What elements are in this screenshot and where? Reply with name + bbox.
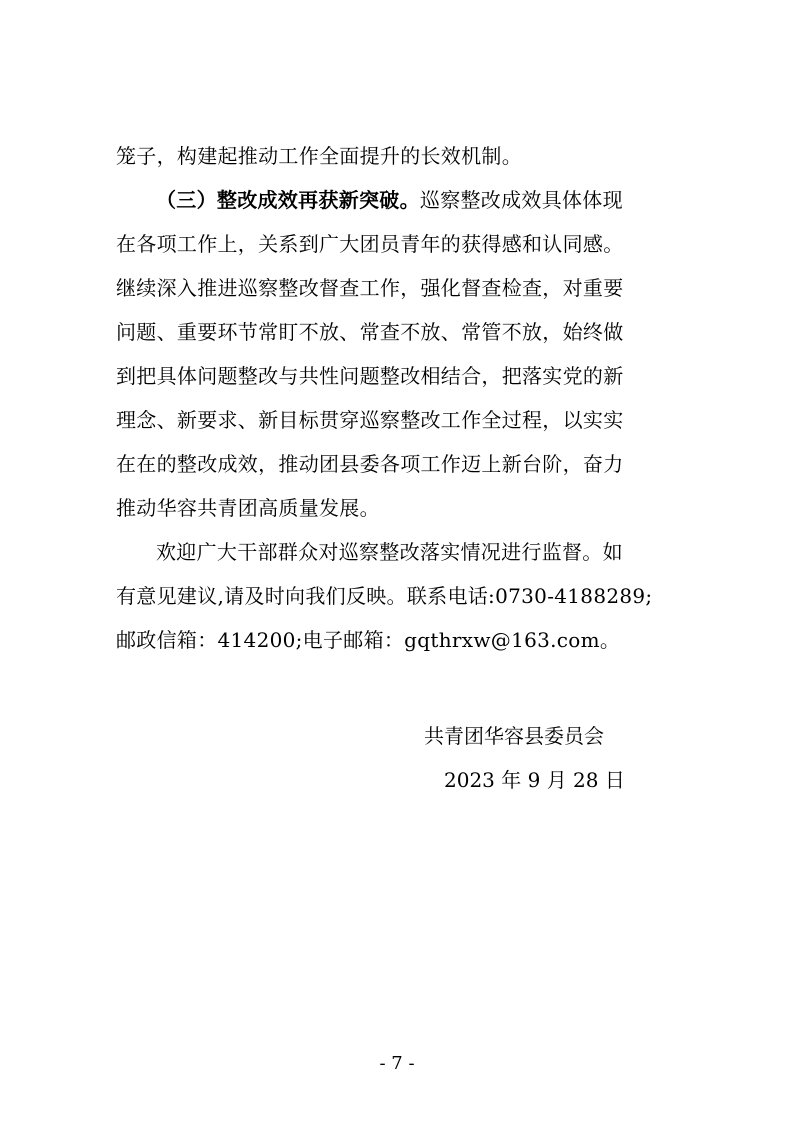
section-3-first-line <box>156 186 686 214</box>
paragraph-line: 笼子，构建起推动工作全面提升的长效机制。 <box>116 144 522 168</box>
paragraph-line: 理念、新要求、新目标贯穿巡察整改工作全过程，以实实 <box>116 408 624 432</box>
contact-phone-line: 有意见建议,请及时向我们反映。联系电话:0730-4188289; <box>116 584 653 608</box>
page-number: - 7 - <box>379 1053 415 1074</box>
paragraph-line: 到把具体问题整改与共性问题整改相结合，把落实党的新 <box>116 364 624 388</box>
signature-date: 2023 年 9 月 28 日 <box>444 768 625 792</box>
paragraph-line: 在各项工作上，关系到广大团员青年的获得感和认同感。 <box>116 232 624 256</box>
supervision-first-line: 欢迎广大干部群众对巡察整改落实情况进行监督。如 <box>156 540 623 564</box>
paragraph-line: 问题、重要环节常盯不放、常查不放、常管不放，始终做 <box>116 320 624 344</box>
paragraph-line: 推动华容共青团高质量发展。 <box>116 496 380 520</box>
paragraph-line: 继续深入推进巡察整改督查工作，强化督查检查，对重要 <box>116 276 624 300</box>
paragraph-line: 在在的整改成效，推动团县委各项工作迈上新台阶，奋力 <box>116 452 624 476</box>
signature-organization: 共青团华容县委员会 <box>424 724 604 748</box>
section-3-text: 巡察整改成效具体体现 <box>419 188 623 212</box>
contact-mail-line: 邮政信箱：414200;电子邮箱：gqthrxw@163.com。 <box>116 628 621 652</box>
section-3-heading: （三）整改成效再获新突破。 <box>156 188 420 212</box>
